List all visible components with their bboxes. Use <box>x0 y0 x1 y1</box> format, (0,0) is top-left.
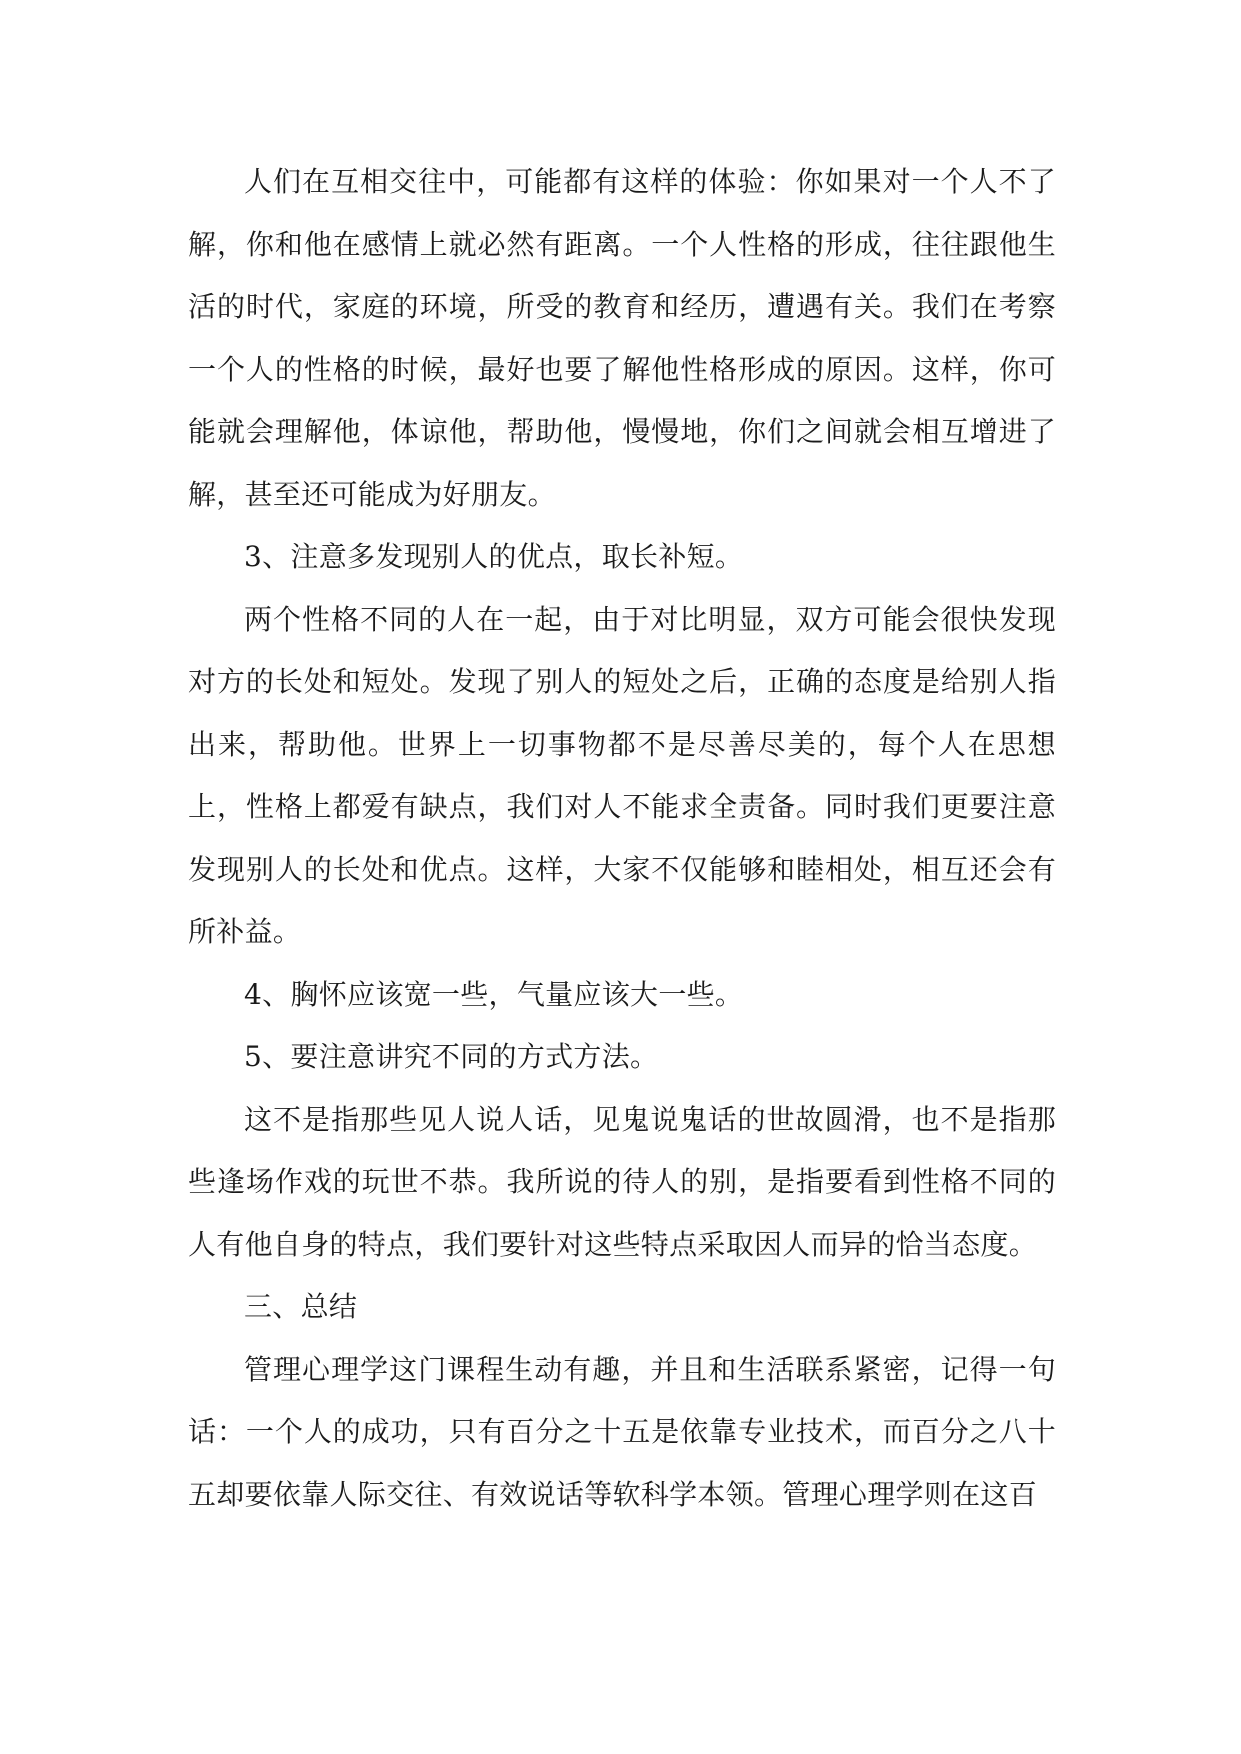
paragraph-strengths: 两个性格不同的人在一起，由于对比明显，双方可能会很快发现对方的长处和短处。发现了别人的短处之后，正确的态度是给别人指出来，帮助他。世界上一切事物都不是尽善尽美的，每个人在思想上，性格上都爱有缺点，我们对人不能求全责备。同时我们更要注意发现别人的长处和优点。这样，大家不仅能够和睦相处，相互还会有所补益。 <box>188 602 1056 948</box>
paragraph-methods: 这不是指那些见人说人话，见鬼说鬼话的世故圆滑，也不是指那些逢场作戏的玩世不恭。我所说的待人的别，是指要看到性格不同的人有他自身的特点，我们要针对这些特点采取因人而异的恰当态度。 <box>188 1102 1056 1261</box>
paragraph-summary: 管理心理学这门课程生动有趣，并且和生活联系紧密，记得一句话：一个人的成功，只有百分之十五是依靠专业技术，而百分之八十五却要依靠人际交往、有效说话等软科学本领。管理心理学则在这百 <box>188 1352 1056 1511</box>
paragraph-understanding: 人们在互相交往中，可能都有这样的体验：你如果对一个人不了解，你和他在感情上就必然有距离。一个人性格的形成，往往跟他生活的时代，家庭的环境，所受的教育和经历，遭遇有关。我们在考察一个人的性格的时候，最好也要了解他性格形成的原因。这样，你可能就会理解他，体谅他，帮助他，慢慢地，你们之间就会相互增进了解，甚至还可能成为好朋友。 <box>188 165 1056 511</box>
heading-summary: 三、总结 <box>244 1290 358 1323</box>
heading-point-5: 5、要注意讲究不同的方式方法。 <box>244 1040 659 1073</box>
document-body <box>188 151 1056 1526</box>
heading-point-4: 4、胸怀应该宽一些，气量应该大一些。 <box>244 977 744 1011</box>
heading-point-3: 3、注意多发现别人的优点，取长补短。 <box>244 540 744 573</box>
